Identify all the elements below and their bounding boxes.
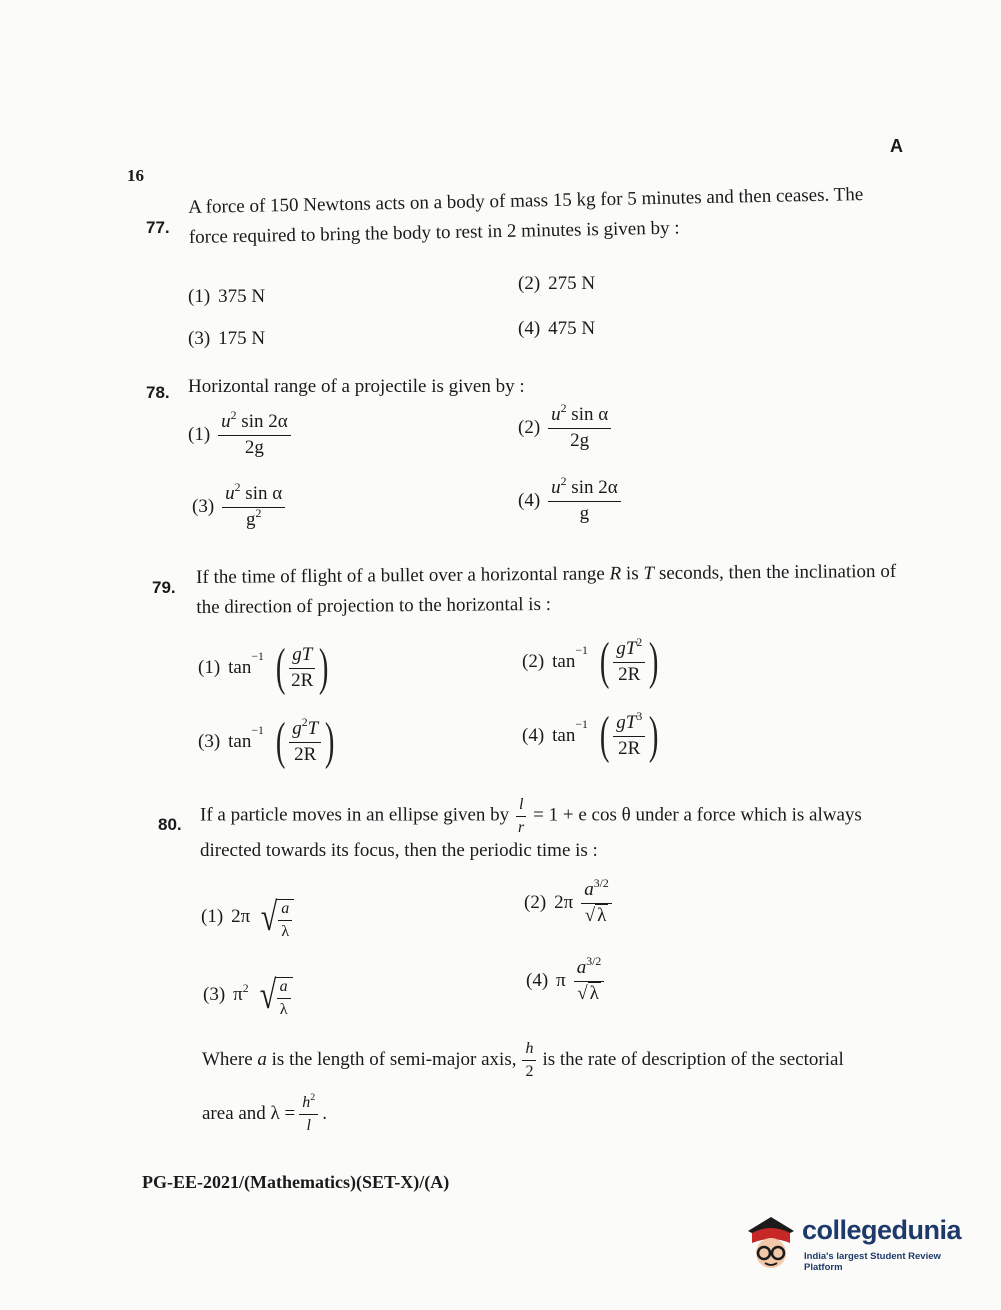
question-number-77: 77. — [146, 218, 170, 237]
mascot-icon — [742, 1213, 800, 1273]
q79-option-3: (3) tan −1 ( $\frac{g^2T}{2R}$ ) — [198, 713, 335, 770]
question-text-79: If the time of flight of a bullet over a horizontal range R is T seconds, then the inclination of the direction of projection to the horizontal is : — [196, 560, 897, 618]
option-label: (1) — [188, 286, 211, 307]
option-label: (3) — [198, 731, 221, 752]
fraction: $\frac{a^{3/2}}{√ \lambda}$ — [581, 880, 612, 927]
option-label: (3) — [203, 984, 226, 1006]
fraction: $\frac{u^2 \sin \alpha}{g^2}$ — [222, 484, 285, 531]
collegedunia-logo[interactable] — [742, 1213, 970, 1277]
question-number-80: 80. — [158, 815, 182, 834]
option-label: (2) — [522, 651, 545, 672]
brand-tagline: India's largest Student Review Platform — [804, 1251, 941, 1273]
option-value: 175 N — [218, 328, 266, 349]
arctan: tan −1 — [228, 650, 264, 678]
option-label: (4) — [518, 490, 541, 512]
option-value: 275 N — [548, 273, 596, 294]
option-value: 475 N — [548, 318, 596, 339]
arctan: tan −1 — [552, 718, 588, 746]
option-label: (1) — [188, 424, 211, 446]
q80-option-1: (1) 2π √ $\frac{a}{\lambda}$ — [201, 894, 294, 940]
option-label: (2) — [518, 273, 541, 294]
q77-option-1 — [188, 286, 265, 308]
option-label: (1) — [201, 906, 224, 928]
option-label: (3) — [188, 328, 211, 349]
option-label: (4) — [518, 318, 541, 339]
q78-option-1 — [188, 408, 291, 459]
arctan: tan −1 — [552, 644, 588, 672]
option-label: (4) — [526, 970, 549, 992]
q77-option-4 — [518, 318, 595, 340]
q78-option-2 — [518, 401, 611, 452]
option-label: (1) — [198, 657, 221, 678]
q80-note: Where a is the length of semi-major axis, $\frac{h}{2}$ is the rate of description of the sectorial — [202, 1040, 844, 1080]
q80-option-3: (3) $\pi^2$ √ $\frac{a}{\lambda}$ — [203, 972, 293, 1018]
option-label: (2) — [524, 892, 547, 914]
fraction: $\frac{u^2 \sin \alpha}{2g}$ — [548, 405, 611, 452]
question-text-77: A force of 150 Newtons acts on a body of mass 15 kg for 5 minutes and then ceases. The force required to bring the body to rest in 2 minutes is given by : — [188, 184, 864, 248]
option-value: 375 N — [218, 286, 266, 307]
question-text-78: Horizontal range of a projectile is given by : — [188, 376, 525, 397]
q80-option-2: (2) 2π $\frac{a^{3/2}}{√ \lambda}$ — [524, 880, 612, 927]
q77-option-3 — [188, 328, 265, 350]
question-number-78: 78. — [146, 383, 170, 402]
option-label: (4) — [522, 725, 545, 746]
q78-option-4 — [518, 474, 621, 525]
q77-option-2 — [518, 273, 595, 295]
q79-option-1: (1) tan −1 ( $\frac{gT}{2R}$ ) — [198, 639, 329, 696]
q79-option-4: (4) tan −1 ( $\frac{gT^3}{2R}$ ) — [522, 707, 659, 764]
q79-option-2: (2) tan −1 ( $\frac{gT^2}{2R}$ ) — [522, 633, 659, 690]
arctan: tan −1 — [228, 724, 264, 752]
question-text-80: If a particle moves in an ellipse given by $\frac{l}{r}$ = 1 + e cos θ under a force which is always directed towards its focus, then the periodic time is : — [200, 796, 862, 862]
option-label: (3) — [192, 496, 215, 518]
option-label: (2) — [518, 417, 541, 439]
q78-option-3 — [192, 480, 285, 531]
square-root: √ $\frac{a}{\lambda}$ — [257, 972, 293, 1018]
set-letter: A — [890, 136, 903, 156]
q80-lambda-definition: area and λ = $\frac{h^2}{l}$ . — [202, 1092, 327, 1134]
q80-option-4: (4) π $\frac{a^{3/2}}{√ \lambda}$ — [526, 958, 604, 1005]
brand-name: collegedunia — [802, 1215, 962, 1245]
fraction: $\frac{a^{3/2}}{√ \lambda}$ — [574, 958, 605, 1005]
square-root: √ $\frac{a}{\lambda}$ — [258, 894, 294, 940]
fraction: $\frac{u^2 \sin 2\alpha}{g}$ — [548, 478, 621, 525]
exam-code-footer: PG-EE-2021/(Mathematics)(SET-X)/(A) — [142, 1172, 450, 1192]
question-number-79: 79. — [152, 578, 176, 597]
fraction: $\frac{u^2 \sin 2\alpha}{2g}$ — [218, 412, 291, 459]
page-number: 16 — [127, 166, 144, 185]
